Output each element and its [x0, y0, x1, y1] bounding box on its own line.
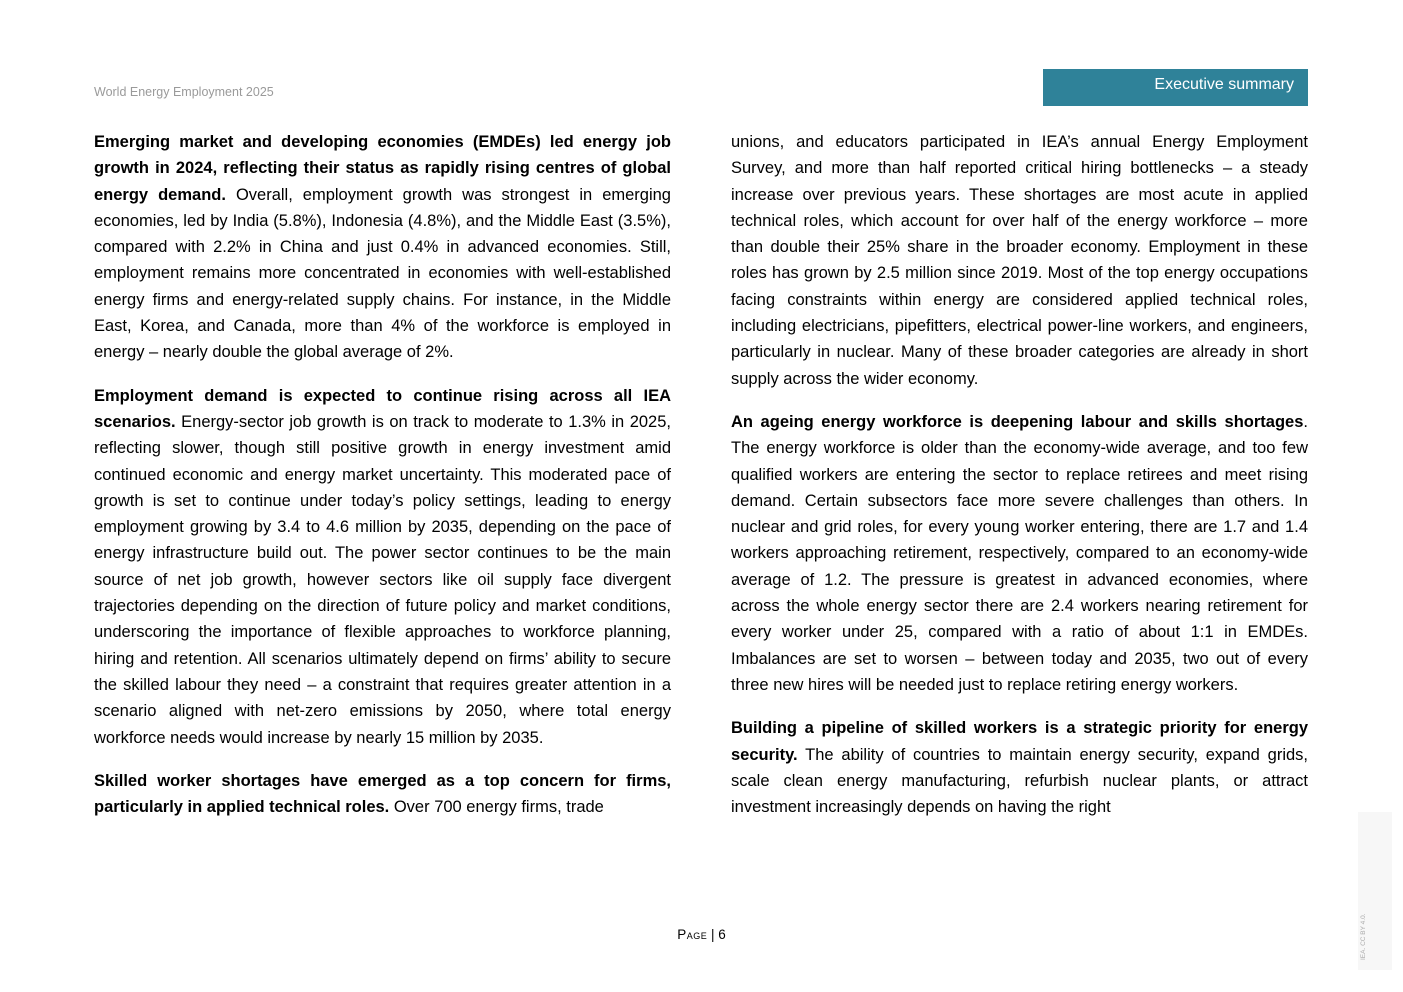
- paragraph-body: Overall, employment growth was strongest in emerging economies, led by India (5.8%), Indonesia (4.8%), and the Middle East (3.5%), compared with 2.2% in China and just 0.4% in advanced economies. Still, employment remains more concentrated in economies with well-established energy firms and energy-related supply chains. For instance, in the Middle East, Korea, and Canada, more than 4% of the workforce is employed in energy – nearly double the global average of 2%.: [94, 185, 671, 362]
- paragraph-lead: Employment demand is expected to continue rising across all IEA scenarios.: [94, 386, 671, 431]
- paragraph-continuation: [731, 129, 1308, 392]
- paragraph-body: The ability of countries to maintain energy security, expand grids, scale clean energy manufacturing, refurbish nuclear plants, or attract investment increasingly depends on having the right: [731, 745, 1308, 817]
- paragraph-pipeline: [731, 715, 1308, 820]
- paragraph-lead: Emerging market and developing economies (EMDEs) led energy job growth in 2024, reflecting their status as rapidly rising centres of global energy demand.: [94, 133, 671, 204]
- paragraph-body: Energy-sector job growth is on track to moderate to 1.3% in 2025, reflecting slower, though still positive growth in energy investment amid continued economic and energy market uncertainty. This moderated pace of growth is set to continue under today’s policy settings, leading to energy employment growing by 3.4 to 4.6 million by 2035, depending on the pace of energy infrastructure build out. The power sector continues to be the main source of net job growth, however sectors like oil supply face divergent trajectories depending on the direction of future policy and market conditions, underscoring the importance of flexible approaches to workforce planning, hiring and retention. All scenarios ultimately depend on firms’ ability to secure the skilled labour they need – a constraint that requires greater attention in a scenario aligned with net-zero emissions by 2050, where total energy workforce needs would increase by nearly 15 million by 2035.: [94, 412, 671, 747]
- paragraph-body: Over 700 energy firms, trade: [389, 798, 604, 817]
- left-column: [94, 129, 671, 837]
- right-column: [731, 129, 1308, 837]
- paragraph-employment-demand: [94, 383, 671, 751]
- section-tab: Executive summary: [1043, 69, 1308, 106]
- page-number: 6: [718, 927, 726, 942]
- paragraph-ageing-workforce: [731, 409, 1308, 698]
- paragraph-emdes-growth: [94, 129, 671, 366]
- paragraph-lead: An ageing energy workforce is deepening labour and skills shortages: [731, 412, 1304, 431]
- page-label: Page: [677, 927, 708, 942]
- paragraph-body: unions, and educators participated in IEA’s annual Energy Employment Survey, and more than half reported critical hiring bottlenecks – a steady increase over previous years. These shortages are most acute in applied technical roles, which account for over half of the energy workforce – more than double their 25% share in the broader economy. Employment in these roles has grown by 2.5 million since 2019. Most of the top energy occupations facing constraints within energy are considered applied technical roles, including electricians, pipefitters, electrical power-line workers, and engineers, particularly in nuclear. Many of these broader categories are already in short supply across the wider economy.: [731, 133, 1308, 388]
- page-footer: [0, 927, 1403, 942]
- document-title: World Energy Employment 2025: [94, 85, 274, 99]
- paragraph-body: . The energy workforce is older than the economy-wide average, and too few qualified workers are entering the sector to replace retirees and meet rising demand. Certain subsectors face more severe challenges than others. In nuclear and grid roles, for every young worker entering, there are 1.7 and 1.4 workers approaching retirement, respectively, compared to an economy-wide average of 1.2. The pressure is greatest in advanced economies, where across the whole energy sector there are 2.4 workers nearing retirement for every worker under 25, compared with a ratio of about 1:1 in EMDEs. Imbalances are set to worsen – between today and 2035, two out of every three new hires will be needed just to replace retiring energy workers.: [731, 412, 1308, 694]
- paragraph-lead: Building a pipeline of skilled workers is a strategic priority for energy security.: [731, 719, 1308, 764]
- paragraph-skilled-shortages: [94, 768, 671, 821]
- license-text: IEA. CC BY 4.0.: [1360, 913, 1367, 960]
- page-separator: |: [707, 927, 719, 942]
- paragraph-lead: Skilled worker shortages have emerged as a top concern for firms, particularly in applied technical roles.: [94, 771, 671, 817]
